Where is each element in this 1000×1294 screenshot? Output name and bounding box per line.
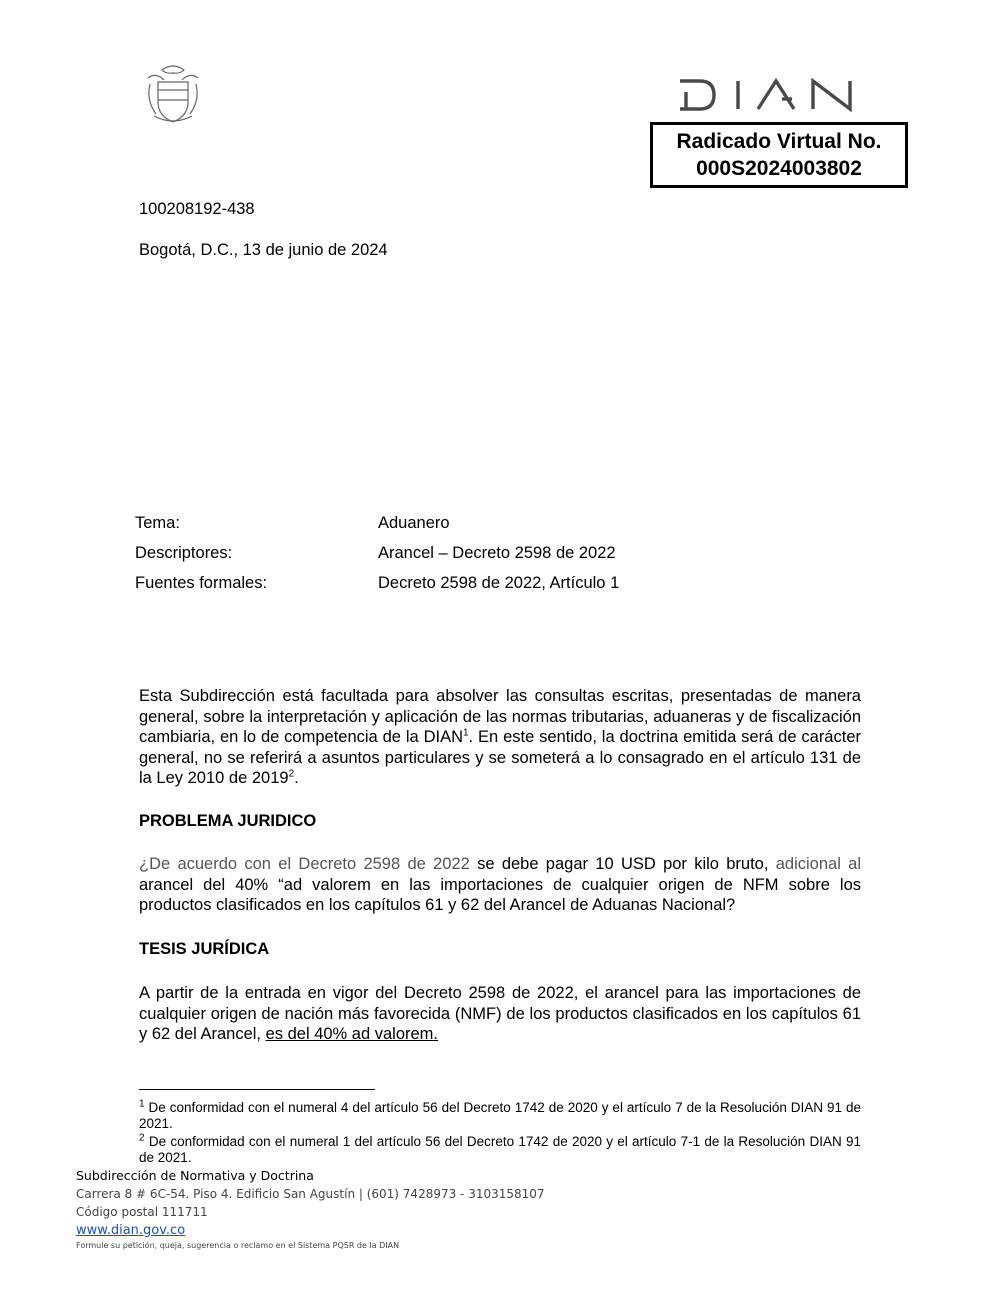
coat-of-arms-icon xyxy=(140,60,206,126)
radicado-box xyxy=(650,122,908,188)
tema-value: Aduanero xyxy=(378,514,450,532)
footer-pqsr-note: Formule su petición, queja, sugerencia o reclamo en el Sistema PQSR de la DIAN xyxy=(76,1241,400,1250)
fuentes-value: Decreto 2598 de 2022, Artículo 1 xyxy=(378,574,620,592)
problem-paragraph: ¿De acuerdo con el Decreto 2598 de 2022 se debe pagar 10 USD por kilo bruto, adicional al arancel del 40% “ad valorem en las importaciones de cualquier origen de NFM sobre los productos clasificados en los capítulos 61 y 62 del Arancel de Aduanas Nacional? xyxy=(139,855,861,914)
radicado-number: 000S2024003802 xyxy=(696,157,862,180)
descriptores-value: Arancel – Decreto 2598 de 2022 xyxy=(378,544,616,562)
footnote-ref-1[interactable]: 1 xyxy=(462,727,469,739)
footer-org: Subdirección de Normativa y Doctrina xyxy=(76,1168,314,1183)
footer-website-link[interactable]: www.dian.gov.co xyxy=(76,1223,186,1238)
footnote-2: $^2$ De conformidad con el numeral 1 del artículo 56 del Decreto 1742 de 2020 y el artículo 7-1 de la Resolución DIAN 91 de 2021. xyxy=(139,1132,861,1165)
footnote-1: $^1$ De conformidad con el numeral 4 del artículo 56 del Decreto 1742 de 2020 y el artículo 7 de la Resolución DIAN 91 de 2021. xyxy=(139,1098,861,1131)
footnote-ref-2[interactable]: 2 xyxy=(288,768,295,780)
footnote-divider xyxy=(139,1089,375,1090)
radicado-label: Radicado Virtual No. xyxy=(676,130,882,153)
dian-logo-text: DIAN xyxy=(678,78,681,79)
fuentes-label: Fuentes formales: xyxy=(135,574,268,592)
problem-heading: PROBLEMA JURIDICO xyxy=(139,812,317,830)
dian-logo xyxy=(678,78,860,112)
tema-label: Tema: xyxy=(135,514,180,532)
footer-address: Carrera 8 # 6C-54. Piso 4. Edificio San Agustín | (601) 7428973 - 3103158107 xyxy=(76,1187,545,1201)
descriptores-label: Descriptores: xyxy=(135,544,233,562)
place-date: Bogotá, D.C., 13 de junio de 2024 xyxy=(139,241,388,259)
thesis-heading: TESIS JURÍDICA xyxy=(139,940,270,958)
thesis-paragraph: A partir de la entrada en vigor del Decreto 2598 de 2022, el arancel para las importaciones de cualquier origen de nación más favorecida (NMF) de los productos clasificados en los capítulos 61 y 62 del Arancel, es del 40% ad valorem. xyxy=(139,984,861,1043)
footer-postal-code: Código postal 111711 xyxy=(76,1205,208,1219)
intro-paragraph: Esta Subdirección está facultada para absolver las consultas escritas, presentadas de manera general, sobre la interpretación y aplicación de las normas tributarias, aduaneras y de fiscalización cambiaria, en lo de competencia de la DIAN$^1$. En este sentido, la doctrina emitida será de carácter general, no se referirá a asuntos particulares y se someterá a lo consagrado en el artículo 131 de la Ley 2010 de 2019$^2$. xyxy=(139,687,861,787)
reference-number: 100208192-438 xyxy=(139,200,255,218)
